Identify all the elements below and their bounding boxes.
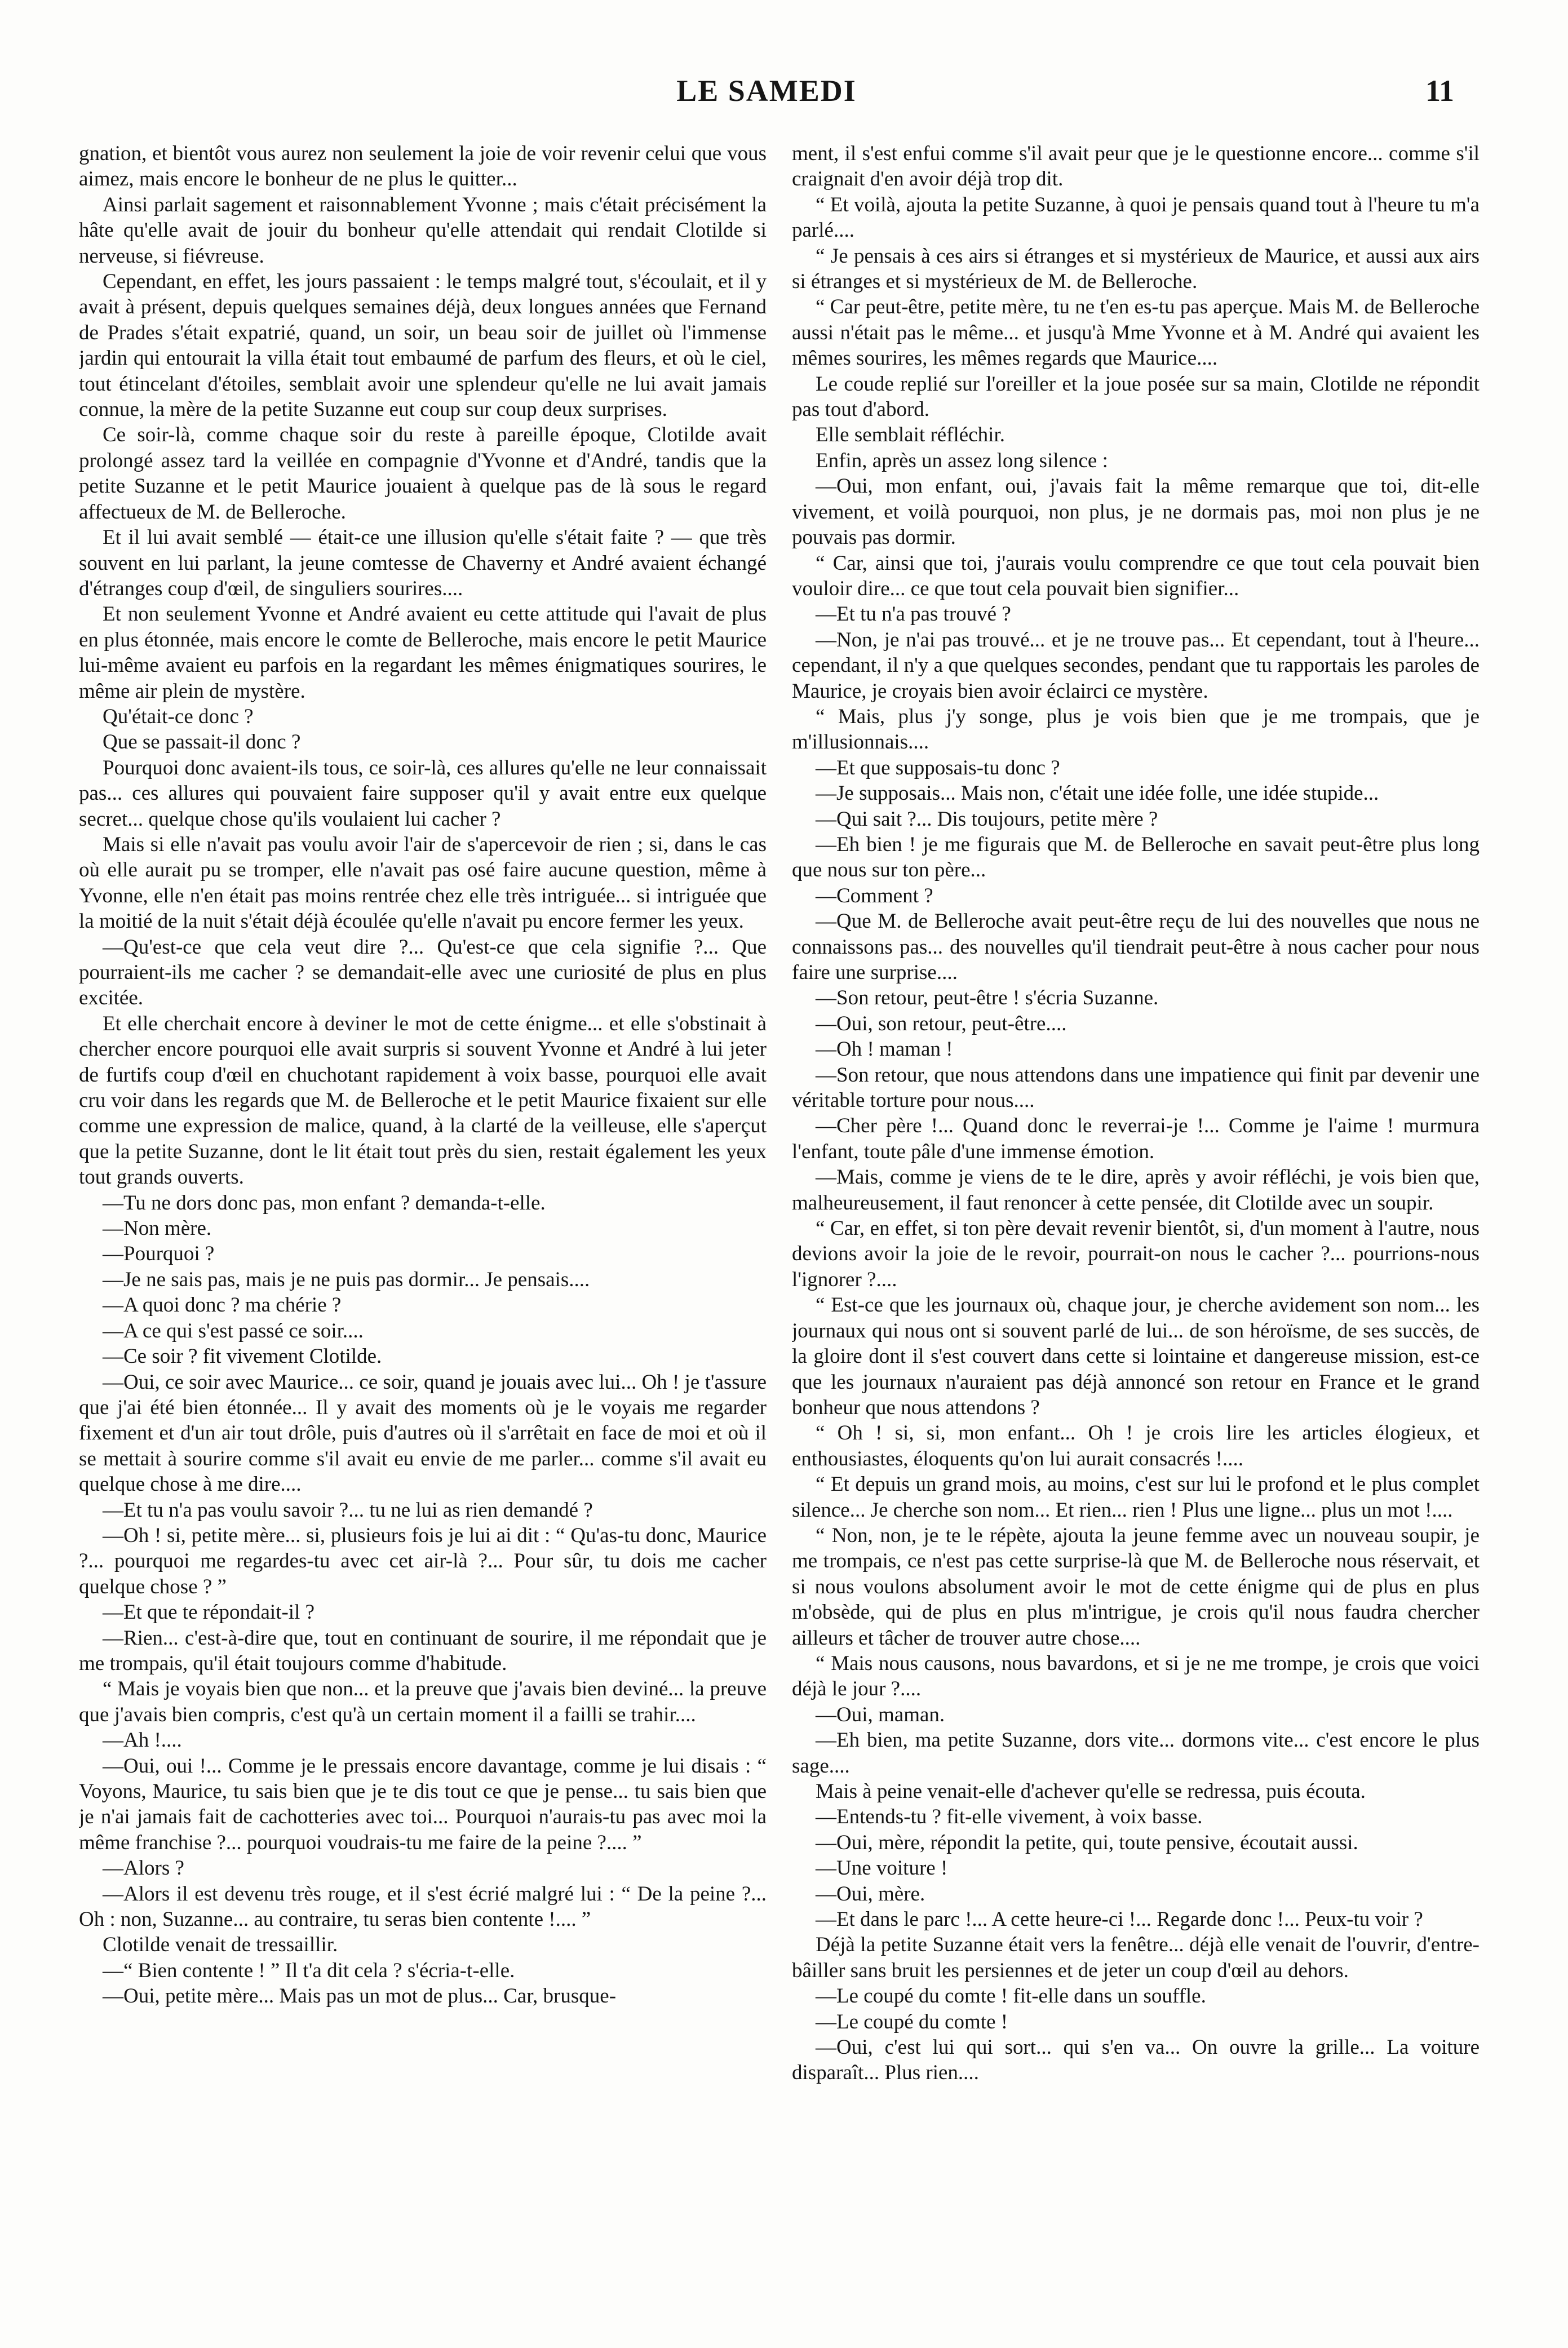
paragraph: —Que M. de Belleroche avait peut-être reçu de lui des nouvelles que nous ne connaissons pas... des nouvelles qu'il tiendrait peut-être à nous cacher pour nous faire une surprise....: [792, 910, 1480, 984]
paragraph: —Qu'est-ce que cela veut dire ?... Qu'est-ce que cela signifie ?... Que pourraient-ils me cacher ? se demandait-elle avec une curiosité de plus en plus excitée.: [79, 935, 767, 1010]
paragraph: “ Car peut-être, petite mère, tu ne t'en es-tu pas aperçue. Mais M. de Belleroche aussi n'était pas le même... et jusqu'à Mme Yvonne et à M. André qui avaient les mêmes sourires, les mêmes regards que Maurice....: [792, 295, 1480, 370]
paragraph: —Oui, mère.: [816, 1882, 925, 1906]
paragraph: Ainsi parlait sagement et raisonnablement Yvonne ; mais c'était précisément la hâte qu'elle avait de jouir du bonheur qu'elle attendait qui rendait Clotilde si nerveuse, si fiévreuse.: [79, 193, 767, 268]
paragraph: Enfin, après un assez long silence :: [816, 449, 1108, 472]
paragraph: —Je supposais... Mais non, c'était une idée folle, une idée stupide...: [816, 782, 1379, 805]
paragraph: —A ce qui s'est passé ce soir....: [103, 1319, 364, 1343]
paragraph: —Le coupé du comte ! fit-elle dans un souffle.: [816, 1984, 1206, 2008]
paragraph: —Le coupé du comte !: [816, 2010, 1008, 2034]
paragraph: —Et que supposais-tu donc ?: [816, 756, 1060, 779]
paragraph: —Eh bien ! je me figurais que M. de Belleroche en savait peut-être plus long que nous sur ton père...: [792, 832, 1480, 882]
paragraph: —Oui, maman.: [816, 1703, 945, 1726]
paragraph: “ Car, en effet, si ton père devait revenir bientôt, si, d'un moment à l'autre, nous devions avoir la joie de le revoir, pourrait-on nous le cacher ?... pourrions-nous l'ignorer ?....: [792, 1217, 1480, 1291]
paragraph: —Pourquoi ?: [103, 1242, 215, 1266]
paragraph: Cependant, en effet, les jours passaient : le temps malgré tout, s'écoulait, et il y avait à présent, depuis quelques semaines déjà, deux longues années que Fernand de Prades s'était expatrié, quand, un soir, un beau soir de juillet où l'immense jardin qui entourait la villa était tout embaumé de parfum des fleurs, et où le ciel, tout étincelant d'étoiles, semblait avoir une splendeur qu'elle ne lui avait jamais connue, la mère de la petite Suzanne eut coup sur coup deux surprises.: [79, 270, 767, 422]
left-column: [79, 141, 767, 2305]
paragraph: Qu'était-ce donc ?: [103, 705, 254, 728]
paragraph: —Oui, mère, répondit la petite, qui, toute pensive, écoutait aussi.: [816, 1831, 1358, 1854]
paragraph: —Oui, ce soir avec Maurice... ce soir, quand je jouais avec lui... Oh ! je t'assure que j'ai été bien étonnée... Il y avait des moments où je le voyais me regarder fixement et d'un air tout drôle, puis d'autres où il s'arrêtait en face de moi et où il se mettait à sourire comme s'il avait eu envie de me parler... comme s'il avait eu quelque chose à me dire....: [79, 1370, 767, 1496]
paragraph: Mais à peine venait-elle d'achever qu'elle se redressa, puis écouta.: [816, 1780, 1366, 1803]
paragraph: “ Je pensais à ces airs si étranges et si mystérieux de Maurice, et aussi aux airs si étranges et si mystérieux de M. de Belleroche.: [792, 244, 1480, 294]
paragraph: —Et dans le parc !... A cette heure-ci !... Regarde donc !... Peux-tu voir ?: [816, 1908, 1423, 1931]
paragraph: —Ce soir ? fit vivement Clotilde.: [103, 1345, 382, 1368]
paragraph: —Comment ?: [816, 884, 933, 907]
paragraph: —Ah !....: [103, 1729, 182, 1752]
paragraph: —Oh ! si, petite mère... si, plusieurs fois je lui ai dit : “ Qu'as-tu donc, Maurice ?... pourquoi me regardes-tu avec cet air-là ?... Pour sûr, tu dois me cacher quelque chose ? ”: [79, 1523, 767, 1598]
paragraph: Clotilde venait de tressaillir.: [103, 1933, 338, 1957]
paragraph: —Oui, petite mère... Mais pas un mot de plus... Car, brusque-: [103, 1984, 617, 2008]
paragraph: —Entends-tu ? fit-elle vivement, à voix basse.: [816, 1805, 1203, 1829]
paragraph: Pourquoi donc avaient-ils tous, ce soir-là, ces allures qu'elle ne leur connaissait pas... ces allures qui pouvaient faire supposer qu'il y avait entre eux quelque secret... quelque chose qu'ils voulaient lui cacher ?: [79, 756, 767, 831]
paragraph: —Tu ne dors donc pas, mon enfant ? demanda-t-elle.: [103, 1191, 546, 1215]
paragraph: —Non mère.: [103, 1217, 212, 1241]
paragraph: “ Et voilà, ajouta la petite Suzanne, à quoi je pensais quand tout à l'heure tu m'a parlé....: [792, 193, 1480, 242]
paragraph: —Je ne sais pas, mais je ne puis pas dormir... Je pensais....: [103, 1268, 590, 1291]
paragraph: —Et tu n'a pas voulu savoir ?... tu ne lui as rien demandé ?: [103, 1498, 593, 1522]
paragraph: —Son retour, que nous attendons dans une impatience qui finit par devenir une véritable torture pour nous....: [792, 1063, 1480, 1113]
paragraph: —Et que te répondait-il ?: [103, 1601, 315, 1624]
paragraph: “ Est-ce que les journaux où, chaque jour, je cherche avidement son nom... les journaux qui nous ont si souvent parlé de lui... de son héroïsme, de ses succès, de la gloire dont il s'est couvert dans cette si lointaine et dangereuse mission, est-ce que les journaux n'auraient pas déjà annoncé son retour en France et le grand bonheur que nous attendons ?: [792, 1293, 1480, 1419]
paragraph: “ Non, non, je te le répète, ajouta la jeune femme avec un nouveau soupir, je me trompais, ce n'est pas cette surprise-là que M. de Belleroche nous réservait, et si nous voulons absolument avoir le mot de cette énigme qui de plus en plus m'obsède, qui de plus en plus m'intrigue, je crois qu'il nous faudra chercher ailleurs et tâcher de trouver autre chose....: [792, 1523, 1480, 1650]
paragraph: —Une voiture !: [816, 1857, 948, 1880]
paragraph: —Cher père !... Quand donc le reverrai-je !... Comme je l'aime ! murmura l'enfant, toute pâle d'une immense émotion.: [792, 1114, 1480, 1163]
paragraph: —Oui, c'est lui qui sort... qui s'en va... On ouvre la grille... La voiture disparaît... Plus rien....: [792, 2036, 1480, 2085]
right-column: [792, 141, 1480, 2305]
paragraph: “ Oh ! si, si, mon enfant... Oh ! je crois lire les articles élogieux, et enthousiastes, éloquents qu'on lui aurait consacrés !....: [792, 1421, 1480, 1470]
paragraph: “ Car, ainsi que toi, j'aurais voulu comprendre ce que tout cela pouvait bien vouloir dire... ce que tout cela pouvait bien signifier...: [792, 551, 1480, 600]
paragraph: —Alors ?: [103, 1857, 184, 1880]
paragraph: Et elle cherchait encore à deviner le mot de cette énigme... et elle s'obstinait à chercher encore pourquoi elle avait surpris si souvent Yvonne et André à lui jeter de furtifs coup d'œil en chuchotant rapidement à voix basse, pourquoi elle avait cru voir dans les regards que M. de Belleroche et le petit Maurice fixaient sur elle comme une expression de malice, quand, à la clarté de la veilleuse, elle s'aperçut que la petite Suzanne, dont le lit était tout près du sien, restait également les yeux tout grands ouverts.: [79, 1012, 767, 1189]
paragraph: —Alors il est devenu très rouge, et il s'est écrié malgré lui : “ De la peine ?... Oh : non, Suzanne... au contraire, tu seras bien contente !.... ”: [79, 1882, 767, 1931]
paragraph: “ Et depuis un grand mois, au moins, c'est sur lui le profond et le plus complet silence... Je cherche son nom... Et rien... rien ! Plus une ligne... plus un mot !....: [792, 1473, 1480, 1522]
paragraph: “ Mais, plus j'y songe, plus je vois bien que je me trompais, que je m'illusionnais....: [792, 705, 1480, 754]
page-number: 11: [1425, 74, 1454, 108]
paragraph: Mais si elle n'avait pas voulu avoir l'air de s'apercevoir de rien ; si, dans le cas où elle aurait pu se tromper, elle n'avait pas osé faire aucune question, même à Yvonne, elle n'en était pas moins rentrée chez elle très intriguée... si intriguée que la moitié de la nuit s'était déjà écoulée qu'elle n'avait pu encore fermer les yeux.: [79, 832, 767, 933]
paragraph: —Oui, son retour, peut-être....: [816, 1012, 1067, 1035]
paragraph: —Son retour, peut-être ! s'écria Suzanne.: [816, 986, 1159, 1010]
paragraph: Et non seulement Yvonne et André avaient eu cette attitude qui l'avait de plus en plus étonnée, mais encore le comte de Belleroche, mais encore le petit Maurice lui-même avaient eu parfois en la regardant les mêmes énigmatiques sourires, le même air plein de mystère.: [79, 602, 767, 703]
paragraph: —Et tu n'a pas trouvé ?: [816, 602, 1011, 626]
journal-title: LE SAMEDI: [676, 74, 857, 108]
paragraph: “ Mais nous causons, nous bavardons, et si je ne me trompe, je crois que voici déjà le jour ?....: [792, 1651, 1480, 1701]
paragraph: Le coude replié sur l'oreiller et la joue posée sur sa main, Clotilde ne répondit pas tout d'abord.: [792, 372, 1480, 422]
paragraph: Elle semblait réfléchir.: [816, 423, 1005, 447]
paragraph: —Non, je n'ai pas trouvé... et je ne trouve pas... Et cependant, tout à l'heure... cependant, il n'y a que quelques secondes, pendant que tu rapportais les paroles de Maurice, je croyais bien avoir éclairci ce mystère.: [792, 628, 1480, 703]
paragraph: —Mais, comme je viens de te le dire, après y avoir réfléchi, je vois bien que, malheureusement, il faut renoncer à cette pensée, dit Clotilde avec un soupir.: [792, 1166, 1480, 1215]
paragraph: gnation, et bientôt vous aurez non seulement la joie de voir revenir celui que vous aimez, mais encore le bonheur de ne plus le quitter...: [79, 142, 767, 191]
paragraph: Ce soir-là, comme chaque soir du reste à pareille époque, Clotilde avait prolongé assez tard la veillée en compagnie d'Yvonne et d'André, tandis que la petite Suzanne et le petit Maurice jouaient à quelque pas de là sous le regard affectueux de M. de Belleroche.: [79, 423, 767, 524]
paragraph: —Oui, mon enfant, oui, j'avais fait la même remarque que toi, dit-elle vivement, et voilà pourquoi, non plus, je ne dormais pas, moi non plus je ne pouvais pas dormir.: [792, 475, 1480, 550]
paragraph: Déjà la petite Suzanne était vers la fenêtre... déjà elle venait de l'ouvrir, d'entre-bâiller sans bruit les persiennes et de jeter un coup d'œil au dehors.: [792, 1933, 1480, 1982]
paragraph: —Qui sait ?... Dis toujours, petite mère ?: [816, 807, 1158, 831]
paragraph: —“ Bien contente ! ” Il t'a dit cela ? s'écria-t-elle.: [103, 1959, 515, 1982]
paragraph: Et il lui avait semblé — était-ce une illusion qu'elle s'était faite ? — que très souvent en lui parlant, la jeune comtesse de Chaverny et André avaient échangé d'étranges coup d'œil, de singuliers sourires....: [79, 526, 767, 600]
paragraph: —A quoi donc ? ma chérie ?: [103, 1293, 342, 1317]
paragraph: —Eh bien, ma petite Suzanne, dors vite... dormons vite... c'est encore le plus sage....: [792, 1729, 1480, 1778]
paragraph: —Oh ! maman !: [816, 1038, 953, 1061]
paragraph: —Rien... c'est-à-dire que, tout en continuant de sourire, il me répondait que je me trompais, qu'il était toujours comme d'habitude.: [79, 1626, 767, 1675]
paragraph: Que se passait-il donc ?: [103, 730, 301, 754]
page-header: [79, 73, 1454, 118]
paragraph: ment, il s'est enfui comme s'il avait peur que je le questionne encore... comme s'il craignait d'en avoir déjà trop dit.: [792, 142, 1480, 191]
paragraph: “ Mais je voyais bien que non... et la preuve que j'avais bien deviné... la preuve que j'avais bien compris, c'est qu'à un certain moment il a failli se trahir....: [79, 1677, 767, 1726]
paragraph: —Oui, oui !... Comme je le pressais encore davantage, comme je lui disais : “ Voyons, Maurice, tu sais bien que je te dis tout ce que je pense... tu sais bien que je n'ai jamais fait de cachotteries avec toi... Pourquoi n'aurais-tu pas avec moi la même franchise ?... pourquoi voudrais-tu me faire de la peine ?.... ”: [79, 1754, 767, 1854]
